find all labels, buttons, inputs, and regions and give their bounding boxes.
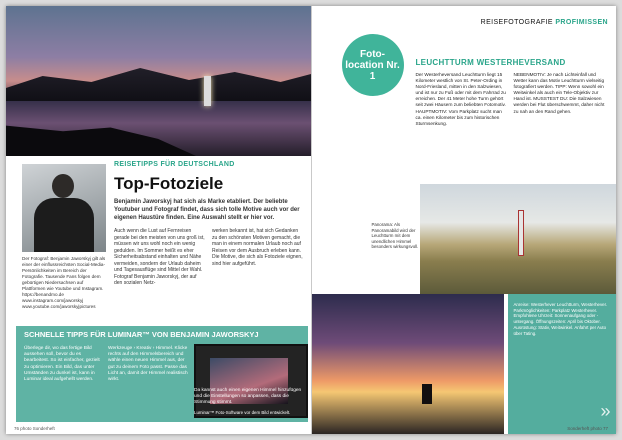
page-title: Top-Fotoziele (114, 174, 224, 193)
lead-text: Benjamin Jaworskyj hat sich als Marke etabliert. Der beliebte Youtuber und Fotograf findet, dass sich tolle Motive auch vor der eigenen Haustüre finden. Eine Auswahl stellt er hier vor. (114, 199, 300, 221)
screen-caption: Luminar™ Foto-Software vor dem Bild entwickelt. (194, 410, 291, 415)
tips-box-title: SCHNELLE TIPPS FÜR LUMINAR™ VON BENJAMIN JAWORSKYJ (24, 330, 259, 339)
right-column-1: Der Westerheversand Leuchtturm liegt 15 Kilometer westlich von St. Peter-Ording in Nord-Friesland, mitten in den Salzwiesen, und ist nur zu Fuß oder mit dem Fahrrad zu erreichen. Der 41 Meter hohe Turm gehört seit zwei Häusern zum beliebten Fotomotiv. HAUPTMOTIV: Vom Parkplatz sucht man ca. einen Kilometer bis zum historischen Sturmsenkung. (415, 72, 506, 126)
kicker: REISETIPPS FÜR DEUTSCHLAND (114, 161, 235, 168)
body-column-2: werken bekannt ist, hat sich Gedanken zu den schönsten Motiven gemacht, die man in einem normalen Urlaub noch auf Reisen vor dem Ausbruch erleben kann. Die Motive, die sich als Fotoziele eignen, sind hier aufgeführt. (212, 228, 303, 267)
location-title: LEUCHTTURM WESTERHEVERSAND (415, 58, 566, 67)
hero-lighthouse-image (6, 6, 311, 156)
right-folio: Sonderheft photo 77 (567, 426, 608, 431)
portrait-head (52, 174, 74, 198)
tips-col-1: Überlege dir, wo das fertige Bild aussehen soll, bevor du es bearbeitest. So ist einfacher, gezielt zu optimieren. Ein Bild, das unter Umständen zu dunkel ist, kann in Luminar ideal aufgehellt werden. (24, 346, 100, 383)
tips-col-2: Werkzeuge › Kreativ › Himmel. Klicke rechts auf den Himmelsbereich und wähle einen neuen Himmel aus, der gut zu deinem Foto passt. Passe das Licht an, damit der Himmel realistisch wirkt. (108, 346, 188, 383)
right-column-2: NEBENMOTIV: Je nach Lichteinfall und Wetter kann das Motiv Leuchtturm vielseitig fotografiert werden. TIPP: Wenn sowohl ein Weitwinkel als auch ein Tele-Objektiv zur Hand ist. MUSSTEST DU: Die Salzwiesen werden bei Flut überschwemmt, daher nicht zu nah an den Rand gehen. (513, 72, 605, 114)
sunset-lighthouse (422, 384, 432, 404)
left-page (6, 6, 312, 434)
panorama-lighthouse-image (420, 184, 617, 294)
location-badge: Foto-location Nr. 1 (342, 34, 404, 96)
panorama-caption: Panorama: Als Panoramabild wird der Leuchtturm mit dem unendlichen Himmel besonders wirkungsvoll. (371, 222, 419, 250)
right-page (312, 6, 617, 434)
left-folio: 76 photo Sonderheft (14, 426, 55, 431)
chevron-right-icon: » (600, 401, 611, 421)
panorama-lighthouse (518, 210, 524, 256)
portrait-caption: Der Fotograf: Benjamin Jaworskyj gilt als einer der einflussreichsten Social-Media-Persönlichkeiten im Bereich der Fotografie. Tausende Fans folgen dem gebürtigen Niedersachsen auf Plattformen wie Youtube und Instagram. https://benandmo.de www.instagram.com/jaworskyj www.youtube.com/jaworskyjpictures (22, 256, 106, 309)
photographer-portrait (22, 164, 106, 252)
luminar-screenshot (194, 344, 308, 418)
sunset-image (312, 294, 504, 434)
info-text: Anreise: Westerhever Leuchtturm, Westerhever. Parkmöglichkeiten: Parkplatz Westerhever. Empfohlene Uhrzeit: Sonnenaufgang oder -untergang. Öffnungszeiten: April bis Oktober. Ausrüstung: Stativ, Weitwinkel. Anfahrt per Auto über Tating. (513, 302, 608, 336)
magazine-spread (6, 6, 616, 434)
hero-hills (6, 64, 311, 104)
header-label: REISEFOTOGRAFIE (480, 19, 553, 26)
section-header (481, 19, 608, 26)
portrait-torso (34, 198, 94, 252)
hero-lighthouse (204, 76, 211, 106)
info-box (508, 294, 617, 434)
body-column-1: Auch wenn die Lust auf Fernreisen gerade bei den meisten von uns groß ist, müssen wir uns wohl noch ein wenig gedulden. Im Sommer heißt es eher Sicherheitsabstand einhalten und Nähe vermeiden, sondern der Urlaub daheim und Tagesausflüge sind Mittel der Wahl. Fotograf Benjamin Jaworskyj, der auf den sozialen Netz- (114, 228, 205, 286)
tips-box (16, 326, 308, 422)
tips-col-3: Da kannst auch einen eigenen Himmel hinzufügen und die Einstellungen so anpassen, dass die Stimmung stimmt. (194, 388, 302, 406)
header-accent: PROFIMISSEN (555, 19, 608, 26)
